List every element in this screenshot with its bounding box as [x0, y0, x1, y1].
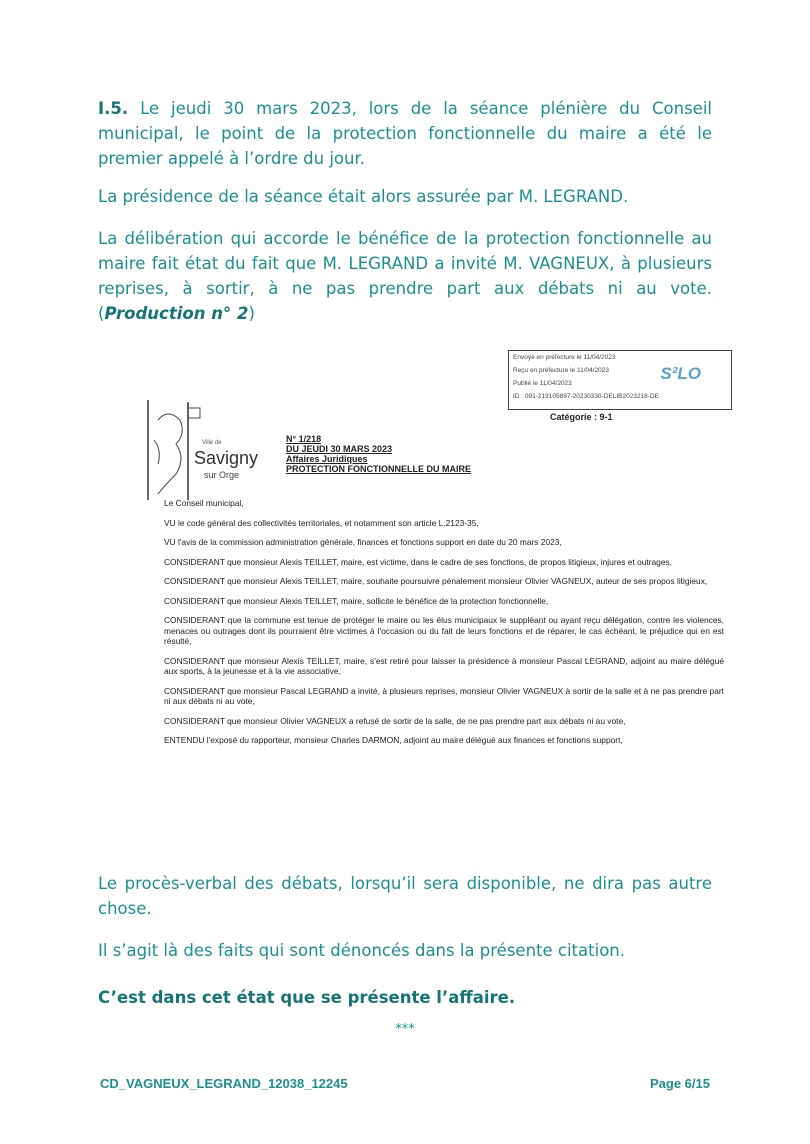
paragraph-presidence: La présidence de la séance était alors assurée par M. LEGRAND.: [98, 187, 629, 206]
header-line: Affaires Juridiques: [286, 454, 368, 464]
paragraph-deliberation: [98, 226, 712, 326]
logo-text: Savigny: [194, 448, 259, 468]
body-line: Le Conseil municipal,: [164, 498, 244, 508]
body-line: CONSIDERANT que monsieur Pascal LEGRAND a invité, à plusieurs reprises, monsieur Olivier VAGNEUX à sortir de la salle et à ne pas prendre part ni aux débats ni au vote,: [164, 685, 724, 706]
category: Catégorie : 9-1: [550, 412, 613, 422]
header-line: PROTECTION FONCTIONNELLE DU MAIRE: [286, 464, 471, 474]
body-line: CONSIDERANT que monsieur Olivier VAGNEUX a refusé de sortir de la salle, de ne pas prendre part aux débats ni au vote,: [164, 715, 626, 726]
header-line: N° 1/218: [286, 434, 322, 444]
paragraph-i5: [98, 96, 712, 171]
deliberation-body: [164, 498, 724, 755]
stamp-line: Publié le 11/04/2023: [513, 380, 572, 387]
logo-text: Ville de: [202, 440, 222, 446]
savigny-logo: [144, 400, 259, 500]
body-line: VU l'avis de la commission administration générale, finances et fonctions support en date du 20 mars 2023,: [164, 537, 562, 547]
stamp-line: Envoyé en préfecture le 11/04/2023: [513, 354, 616, 361]
prefecture-stamp: [508, 350, 732, 410]
body-line: VU le code général des collectivités territoriales, et notamment son article L.2123-35,: [164, 517, 479, 528]
body-line: CONSIDERANT que monsieur Alexis TEILLET, maire, est victime, dans le cadre de ses fonctions, de propos litigieux, injures et outrages,: [164, 556, 673, 567]
footer-page-number: Page 6/15: [650, 1076, 710, 1091]
deliberation-header: [286, 434, 471, 474]
footer-doc-id: CD_VAGNEUX_LEGRAND_12038_12245: [100, 1076, 348, 1091]
header-line: DU JEUDI 30 MARS 2023: [286, 444, 393, 454]
body-line: CONSIDERANT que monsieur Alexis TEILLET, maire, s'est retiré pour laisser la présidence à monsieur Pascal LEGRAND, adjoint au maire délégué aux sports, à la jeunesse et à la vie associative,: [164, 655, 724, 676]
paragraph-text: Le jeudi 30 mars 2023, lors de la séance plénière du Conseil municipal, le point de la protection fonctionnelle du maire a été le premier appelé à l’ordre du jour.: [98, 99, 712, 168]
body-line: CONSIDERANT que monsieur Alexis TEILLET, maire, souhaite poursuivre pénalement monsieur Olivier VAGNEUX, auteur de ses propos litigieux,: [164, 576, 708, 586]
paragraph-text: La délibération qui accorde le bénéfice de la protection fonctionnelle au maire fait état du fait que M. LEGRAND a invité M. VAGNEUX, à plusieurs reprises, à sortir, à ne pas prendre part aux débats ni au vote. (: [98, 229, 712, 323]
paragraph-conclusion: C’est dans cet état que se présente l’affaire.: [98, 988, 516, 1007]
s2lo-logo: S²LO: [660, 364, 701, 383]
paragraph-proces-verbal: Le procès-verbal des débats, lorsqu’il sera disponible, ne dira pas autre chose.: [98, 874, 712, 918]
stamp-line: ID : 091-219105897-20230330-DELIB2023218-DE: [513, 393, 659, 400]
separator-stars: ***: [395, 1022, 415, 1037]
body-line: ENTENDU l'exposé du rapporteur, monsieur Charles DARMON, adjoint au maire délégué aux finances et fonctions support,: [164, 735, 623, 745]
paragraph-faits: Il s’agit là des faits qui sont dénoncés dans la présente citation.: [98, 941, 625, 960]
production-reference: Production n° 2: [104, 304, 249, 323]
stamp-line: Reçu en préfecture le 11/04/2023: [513, 367, 610, 374]
logo-text: sur Orge: [204, 470, 240, 480]
body-line: CONSIDERANT que la commune est tenue de protéger le maire ou les élus municipaux le suppléant ou ayant reçu délégation, contre les violences, menaces ou outrages dont ils pourraient être victimes à l'occasion ou du fait de leurs fonctions et de réparer, le cas échéant, le préjudice qui en est résulté,: [164, 615, 724, 646]
paren: ): [248, 304, 255, 323]
scanned-deliberation: [130, 348, 730, 838]
body-line: CONSIDERANT que monsieur Alexis TEILLET, maire, sollicite le bénéfice de la protection fonctionnelle,: [164, 595, 549, 606]
section-label: I.5.: [98, 99, 129, 118]
